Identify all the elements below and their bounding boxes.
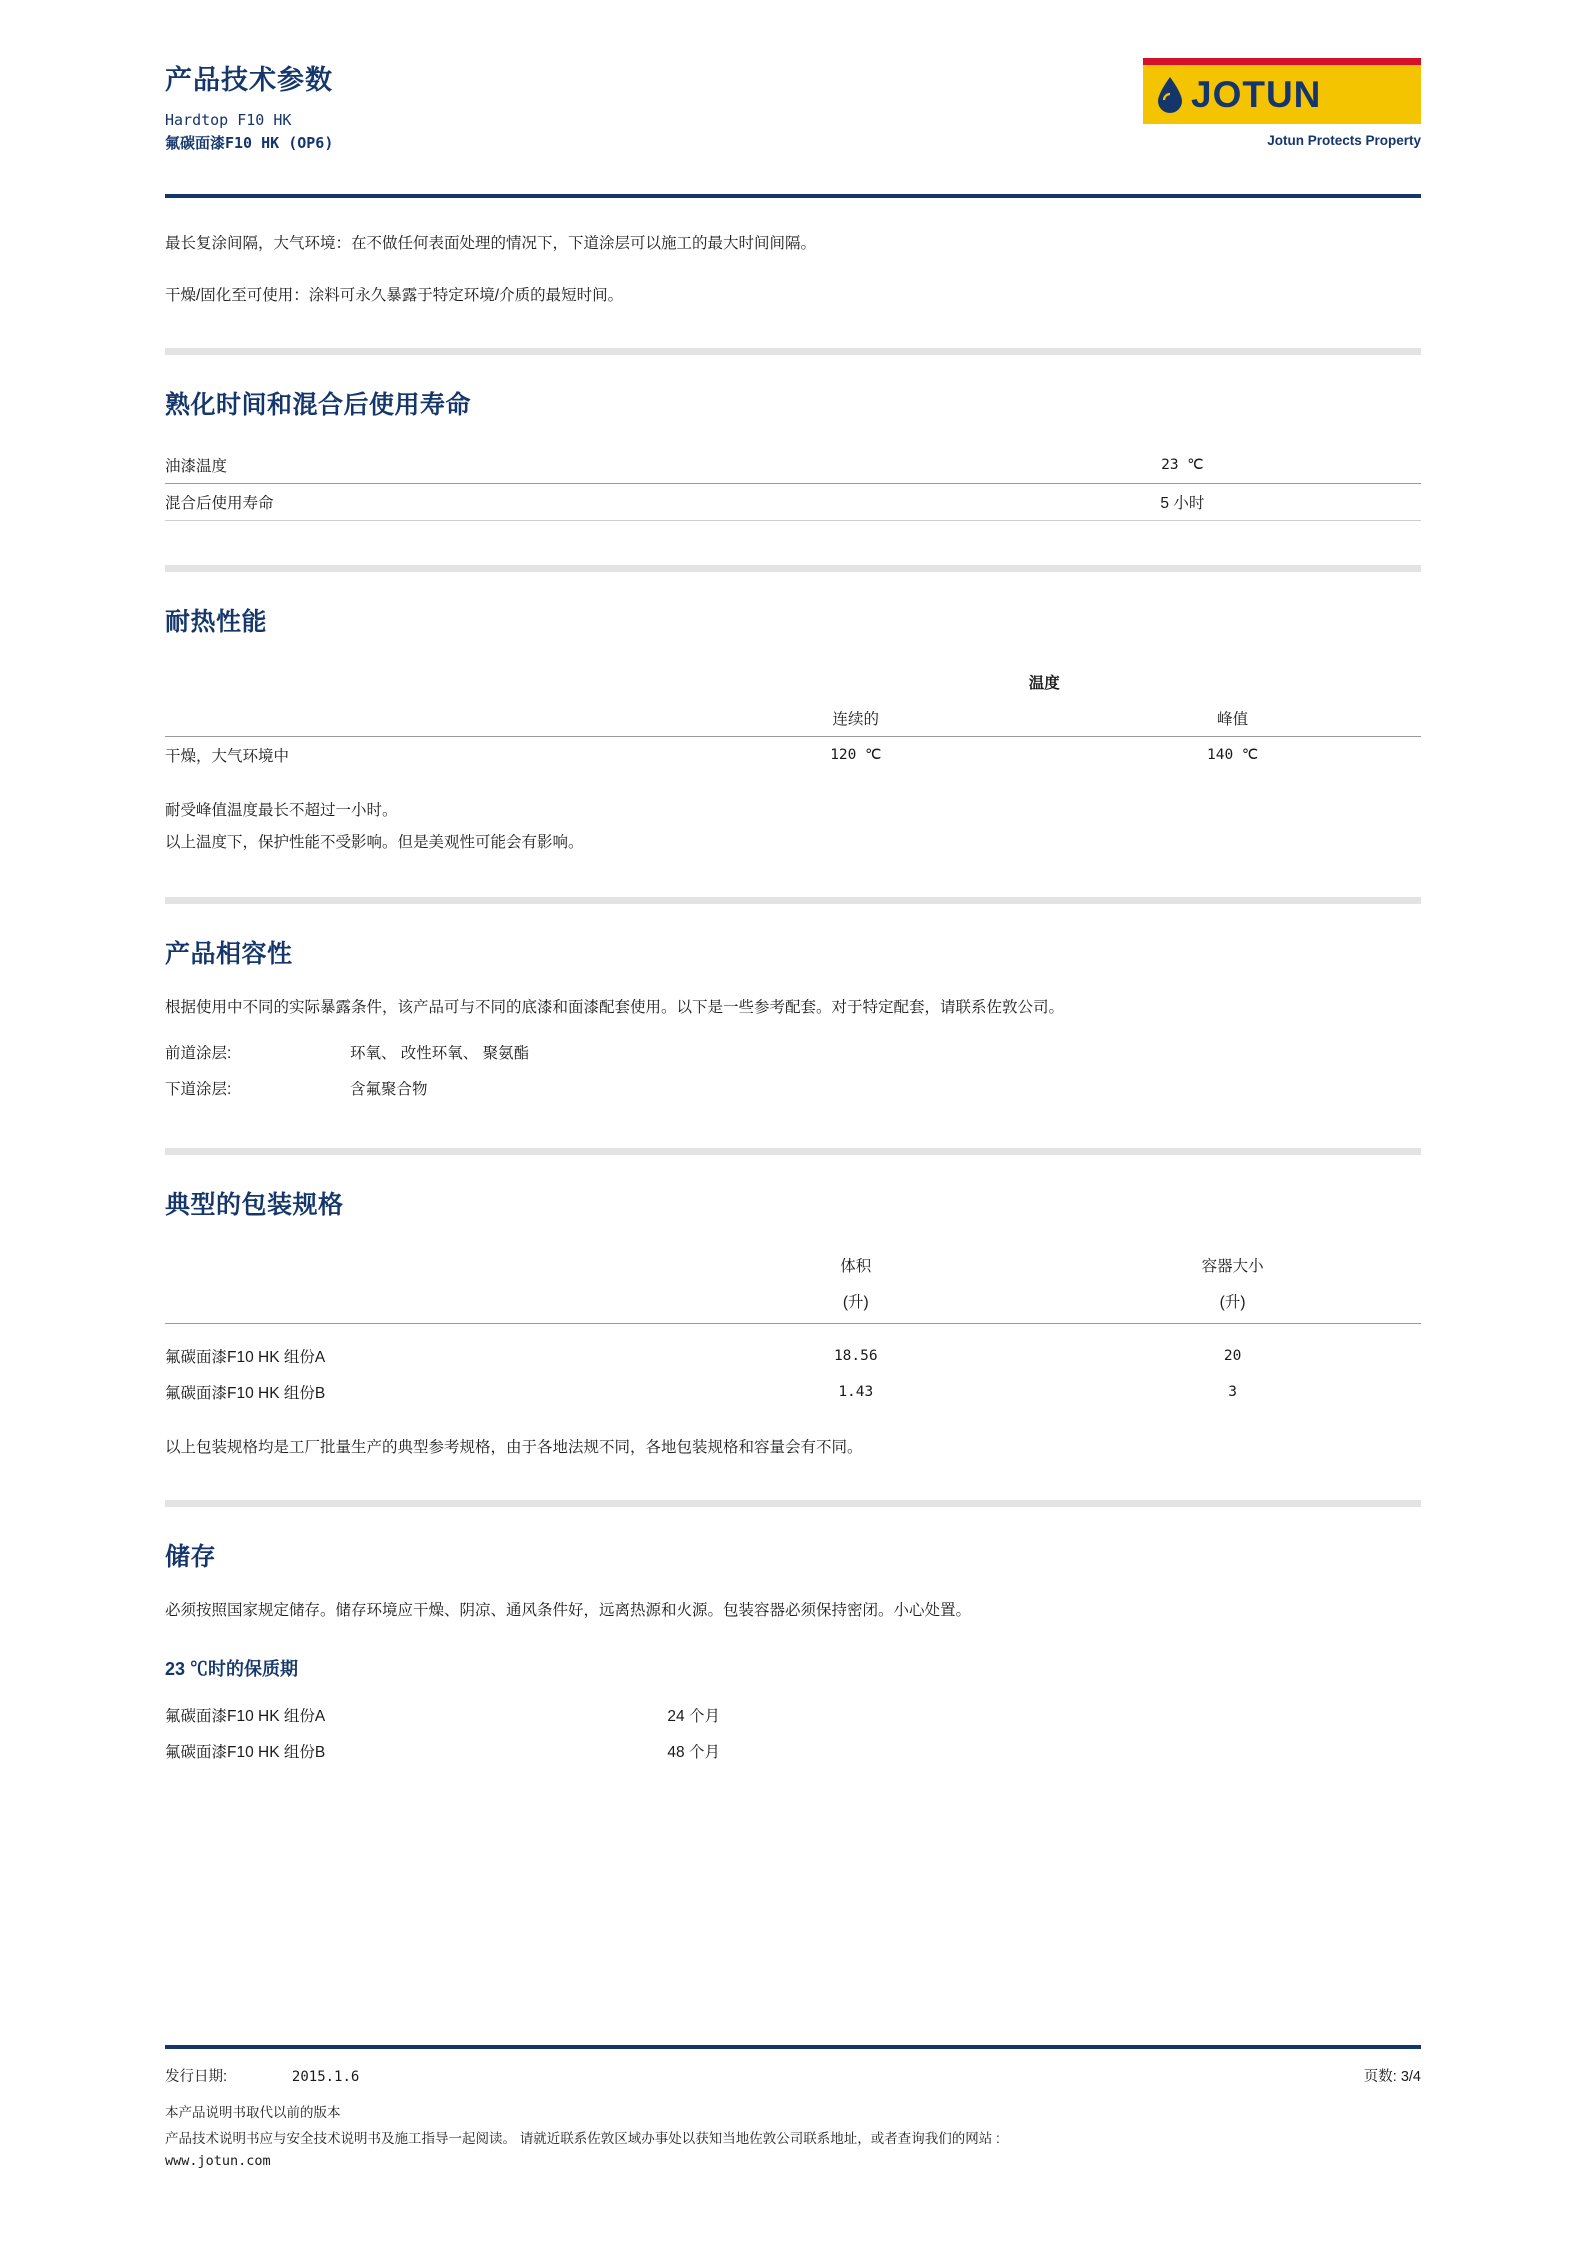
packaging-col-container: 容器大小 (1201, 1257, 1264, 1275)
packaging-row-container: 3 (1228, 1383, 1237, 1400)
shelf-row-name: 氟碳面漆F10 HK 组份B (165, 1743, 326, 1761)
heat-col-peak: 峰值 (1044, 700, 1421, 737)
packaging-table (165, 1247, 1421, 1410)
footer-website[interactable]: www.jotun.com (165, 2153, 271, 2170)
table-row (165, 1374, 1421, 1410)
heat-row-peak: 140 ℃ (1206, 746, 1259, 763)
heat-subheader-row (165, 700, 1421, 737)
table-row (165, 1697, 1421, 1733)
shelf-row-value: 24 个月 (667, 1707, 720, 1725)
section-title-cure: 熟化时间和混合后使用寿命 (165, 390, 472, 419)
logo-wordmark: JOTUN (1191, 73, 1322, 115)
table-row (165, 1338, 1421, 1374)
packaging-row-volume: 18.56 (833, 1347, 878, 1364)
table-row (165, 1733, 1421, 1769)
product-name-cn: 氟碳面漆F10 HK (OP6) (165, 134, 334, 153)
compat-intro: 根据使用中不同的实际暴露条件，该产品可与不同的底漆和面漆配套使用。以下是一些参考配套。对于特定配套，请联系佐敦公司。 (165, 998, 1065, 1016)
table-row (165, 1323, 1421, 1338)
section-divider (165, 1500, 1421, 1507)
footer-rule (165, 2045, 1421, 2049)
table-row (165, 736, 1421, 773)
issue-date-label: 发行日期: (165, 2069, 228, 2086)
heat-table (165, 664, 1421, 773)
issue-date-value: 2015.1.6 (291, 2069, 360, 2086)
heat-note-2: 以上温度下，保护性能不受影响。但是美观性可能会有影响。 (165, 833, 584, 851)
logo-box (1143, 58, 1421, 124)
section-divider (165, 348, 1421, 355)
table-header-row (165, 1247, 1421, 1283)
logo-tagline: Jotun Protects Property (1267, 133, 1421, 148)
cure-table (165, 447, 1421, 521)
packaging-col-volume: 体积 (840, 1257, 872, 1275)
shelf-row-name: 氟碳面漆F10 HK 组份A (165, 1707, 326, 1725)
page-header (165, 0, 1421, 156)
table-row (165, 1070, 1421, 1106)
subsection-title-shelf-life: 23 ℃时的保质期 (165, 1658, 299, 1679)
cure-header-value: 23 ℃ (944, 447, 1421, 484)
shelf-life-table (165, 1697, 1421, 1769)
table-header-row (165, 447, 1421, 484)
packaging-row-name: 氟碳面漆F10 HK 组份A (165, 1348, 326, 1366)
heat-group-header: 温度 (1028, 674, 1060, 692)
compat-row1-value: 环氧、 改性环氧、 聚氨酯 (350, 1044, 530, 1062)
heat-note-1: 耐受峰值温度最长不超过一小时。 (165, 801, 398, 819)
table-header-units-row (165, 1283, 1421, 1319)
compat-row1-label: 前道涂层: (165, 1044, 232, 1062)
cure-header-label: 油漆温度 (165, 447, 944, 484)
cure-row-label: 混合后使用寿命 (165, 483, 944, 520)
footer-meta-row (165, 2065, 1421, 2086)
jotun-logo (1143, 58, 1421, 148)
product-name-en: Hardtop F10 HK (165, 111, 292, 129)
page-title: 产品技术参数 (165, 65, 333, 95)
packaging-note: 以上包装规格均是工厂批量生产的典型参考规格，由于各地法规不同，各地包装规格和容量会有不同。 (165, 1438, 863, 1456)
section-divider (165, 565, 1421, 572)
compat-row2-label: 下道涂层: (165, 1080, 232, 1098)
page-footer (165, 2045, 1421, 2173)
header-titles (165, 58, 333, 156)
heat-group-header-row (165, 664, 1421, 700)
heat-col-continuous: 连续的 (667, 700, 1044, 737)
header-rule (165, 194, 1421, 198)
compat-row2-value: 含氟聚合物 (350, 1080, 428, 1098)
table-row (165, 1034, 1421, 1070)
footer-note-2: 产品技术说明书应与安全技术说明书及施工指导一起阅读。 请就近联系佐敦区域办事处以获知当地佐敦公司联系地址，或者查询我们的网站 : (165, 2130, 1000, 2146)
droplet-icon (1155, 76, 1185, 114)
packaging-col-container-unit: (升) (1219, 1293, 1246, 1311)
packaging-row-volume: 1.43 (838, 1383, 874, 1400)
packaging-col-volume-unit: (升) (842, 1293, 869, 1311)
packaging-row-name: 氟碳面漆F10 HK 组份B (165, 1384, 326, 1402)
shelf-row-value: 48 个月 (667, 1743, 720, 1761)
section-divider (165, 1148, 1421, 1155)
section-title-packaging: 典型的包装规格 (165, 1190, 344, 1219)
table-row (165, 483, 1421, 520)
footer-note-1: 本产品说明书取代以前的版本 (165, 2105, 341, 2121)
compat-table (165, 1034, 1421, 1106)
section-title-heat: 耐热性能 (165, 607, 268, 636)
storage-text: 必须按照国家规定储存。储存环境应干燥、阴凉、通风条件好，远离热源和火源。包装容器必须保持密闭。小心处置。 (165, 1601, 972, 1619)
intro-paragraph-2: 干燥/固化至可使用：涂料可永久暴露于特定环境/介质的最短时间。 (165, 286, 624, 304)
packaging-row-container: 20 (1223, 1347, 1242, 1364)
section-title-storage: 储存 (165, 1542, 217, 1571)
intro-paragraph-1: 最长复涂间隔，大气环境：在不做任何表面处理的情况下，下道涂层可以施工的最大时间间隔。 (165, 234, 817, 252)
section-title-compat: 产品相容性 (165, 939, 293, 968)
heat-row-continuous: 120 ℃ (830, 746, 882, 763)
heat-row-label: 干燥，大气环境中 (165, 747, 290, 765)
issue-date-block (165, 2065, 359, 2086)
cure-row-value: 5 小时 (944, 483, 1421, 520)
page-number: 页数: 3/4 (1363, 2069, 1421, 2086)
section-divider (165, 897, 1421, 904)
